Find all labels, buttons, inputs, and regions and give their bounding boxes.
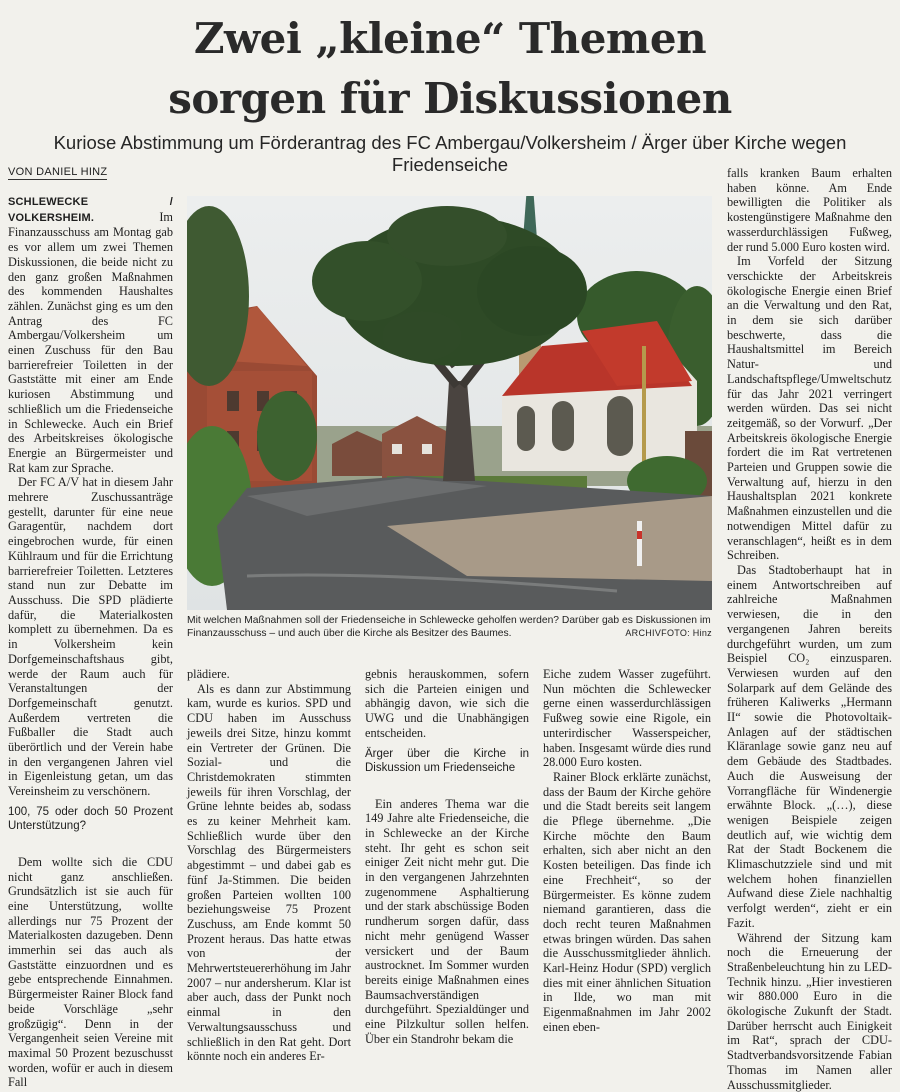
col5-paragraph-4: Während der Sitzung kam noch die Erneuerung der Straßenbeleuchtung hin zu LED-Technik hinzu. „Hier investieren wir 880.000 Euro in die ökologische Zukunft der Stadt. Darüber herrscht auch Einigkeit im Rat“, sprach der CDU-Stadtverbandsvorsitzende Fabian Thomas im Namen aller Ausschussmitglieder. (727, 930, 892, 1092)
section-subhead-1: 100, 75 oder doch 50 Prozent Unterstützung? (8, 805, 173, 832)
col3-paragraph-2: Ein anderes Thema war die 149 Jahre alte Friedenseiche, die in Schlewecke an der Kirche steht. Ihr geht es schon seit einiger Zeit nicht mehr gut. Die in den vergangenen Jahrzehnten zugenommene Asphaltierung und der stark abschüssige Boden rundherum sorgen dafür, dass nicht mehr genügend Wasser versickert und der Baum austrocknet. Im Sommer wurden bereits einige Maßnahmen eines Baumsachverständigen durchgeführt. Spezialdünger und eine Pilzkultur sollen helfen. Über ein Standrohr bekam die (365, 796, 529, 1046)
col1-paragraph-2: Der FC A/V hat in diesem Jahr mehrere Zuschussanträge gestellt, darunter für eine neue Garagentür, nachdem dort eingebrochen wurde, für einen Kühlraum und für die Errichtung barrierefreier Toiletten. Letzteres stand nun zur Debatte im Ausschuss. Die SPD plädierte dafür, die Materialkosten komplett zu übernehmen. Da es in Volkersheim kein Dorfgemeinschaftshaus gibt, werde der Raum auch für Veranstaltungen der Dorfgemeinschaft genutzt. Außerdem vertreten die Fußballer die Stadt auch überörtlich und der Verein habe in den vergangenen Jahren viel in Eigenleistung getan, um das Vereinsheim zu verschönern. (8, 475, 173, 799)
column-3 (365, 667, 529, 1046)
photo-credit: ARCHIVFOTO: Hinz (625, 628, 712, 638)
column-5 (727, 166, 892, 1092)
section-subhead-2: Ärger über die Kirche in Diskussion um Friedenseiche (365, 747, 529, 774)
col5-paragraph-2: Im Vorfeld der Sitzung verschickte der Arbeitskreis ökologische Energie einen Brief an die Verwaltung und den Rat, in dem sie sich darüber beschwerte, dass die Haushaltsmittel im Bereich Natur- und Landschaftspflege/Umweltschutz für das Jahr 2021 verringert werden würden. Das sei nicht zeitgemäß, so der Vorwurf. „Der Arbeitskreis ökologische Energie fordert die im Rat vertretenen Parteien und Gruppen sowie die Verwaltung auf, hierzu in den Haushaltsplan 2021 konkrete Maßnahmen einzustellen und die notwendigen Mittel dafür zu veranschlagen“, heißt es in dem Schreiben. (727, 254, 892, 563)
col1-paragraph-3: Dem wollte sich die CDU nicht ganz anschließen. Grundsätzlich ist sie auch für eine Unterstützung, wollte allerdings nur 75 Prozent der Materialkosten dazugeben. Denn immerhin sei das auch als Gaststätte einzuordnen und es gebe entsprechende Einnahmen. Bürgermeister Rainer Block fand beide Vorschläge „sehr großzügig“. Denn in der Vergangenheit seien Vereine mit maximal 50 Prozent bezuschusst worden, wofür er auch in diesem Fall (8, 854, 173, 1090)
article-photo (187, 196, 712, 610)
col4-paragraph-2: Rainer Block erklärte zunächst, dass der Baum der Kirche gehöre und die Stadt bereits seit langem die Pflege übernehme. „Die Kirche möchte den Baum erhalten, sich aber nicht an den Kosten beteiligen. Das finde ich eine Frechheit“, so der Bürgermeister. Es könne zudem niemand garantieren, dass die doch recht teuren Maßnahmen etwas bringen würden. Das sahen die Ausschussmitglieder ähnlich. Karl-Heinz Hodur (SPD) verglich dies mit einer ähnlichen Situation in Ilde, wo man mit Eigenmaßnahmen im Jahr 2002 einen eben- (543, 769, 711, 1034)
column-1 (8, 194, 173, 1090)
col4-paragraph-1: Eiche zudem Wasser zugeführt. Nun möchten die Schlewecker gerne einen wasserdurchlässigen Fußweg sowie eine Rigole, ein unterirdischer Wasserspeicher, haben. Insgesamt würde dies rund 28.000 Euro kosten. (543, 667, 711, 770)
byline: VON DANIEL HINZ (8, 166, 108, 178)
col5-paragraph-1: falls kranken Baum erhalten haben könne. Am Ende bewilligten die Politiker als kostengünstigere Maßnahme den wasserdurchlässigen Fußweg, der rund 5.000 Euro kosten wird. (727, 166, 892, 254)
col2-paragraph-1: plädiere. (187, 667, 230, 681)
col3-paragraph-1: gebnis herauskommen, sofern sich die Parteien einigen und abhängig davon, wie sich die UWG und die Unabhängigen entscheiden. (365, 667, 529, 740)
friedenseiche-photo (187, 196, 712, 610)
column-4 (543, 667, 711, 1035)
column-2 (187, 667, 351, 1064)
col1-paragraph-1: Im Finanzausschuss am Montag gab es vor allem um zwei Themen Diskussionen, die beide nicht zu den ganz großen Maßnahmen des kommenden Haushaltes zählen. Zunächst ging es um den Antrag des FC Ambergau/Volkersheim um einen Zuschuss für den Bau barrierefreier Toiletten in der Gaststätte mit einer am Ende kuriosen Abstimmung und schließlich um die Friedenseiche in Schlewecke. Auch ein Brief des Arbeitskreises ökologische Energie an Bürgermeister und Rat kam zur Sprache. (8, 209, 173, 475)
col2-paragraph-2: Als es dann zur Abstimmung kam, wurde es kurios. SPD und CDU haben im Ausschuss jeweils drei Sitze, hinzu kommt ein Vertreter der Grünen. Die Sozial- und die Christdemokraten stimmten jeweils für ihren Vorschlag, der Grüne lehnte beides ab, sodass es zu keiner Mehrheit kam. Schließlich wurde über den Vorschlag des Bürgermeisters abgestimmt – und dabei gab es fünf Ja-Stimmen. Die beiden großen Parteien wollten 100 beziehungsweise 75 Prozent Zuschuss, am Ende kommt 50 Prozent heraus. Das hatte etwas von der Mehrwertsteuererhöhung im Jahr 2007 – nur andersherum. Klar ist aber auch, dass der Punkt noch einmal in den Verwaltungsausschuss und schließlich in den Rat geht. Dort könnte noch ein anderes Er- (187, 681, 351, 1064)
headline-line-1: Zwei „kleine“ Themen (193, 14, 707, 63)
photo-caption-block (187, 614, 712, 640)
dateline: SCHLEWECKE / VOLKERSHEIM. (8, 196, 173, 224)
photo-caption: Mit welchen Maßnahmen soll der Friedenseiche in Schlewecke geholfen werden? Darüber gab es Diskussionen im Finanzausschuss – und auch über die Kirche als Besitzer des Baumes. (187, 615, 711, 639)
col5-paragraph-3: Das Stadtoberhaupt hat in einem Antwortschreiben auf zahlreiche Maßnahmen verwiesen, die in den vergangenen Jahren bereits durchgeführt wurden, um zum Beispiel CO₂ einzusparen. Verwiesen wurden auf den Solarpark auf dem Gelände des früheren Kaliwerks „Hermann II“ sowie die Photovoltaik-Anlagen auf der städtischen Kläranlage sowie ganz neu auf dem Gebäude des Stadtbades. Auch die Ausweisung der Vorrangfläche für Windenergie erwähnte Block. „(…), diese wenigen Beispiele zeigen deutlich auf, wie wichtig dem Rat der Stadt Bockenem die Klimaschutzziele sind und mit welchem hohen finanziellen Aufwand diese Ziele nachhaltig verfolgt werden“, zieht er ein Fazit. (727, 562, 892, 930)
headline-line-2: sorgen für Diskussionen (168, 74, 732, 123)
subheadline: Kuriose Abstimmung um Förderantrag des FC Ambergau/Volkersheim / Ärger über Kirche wegen Friedenseiche (53, 132, 847, 175)
